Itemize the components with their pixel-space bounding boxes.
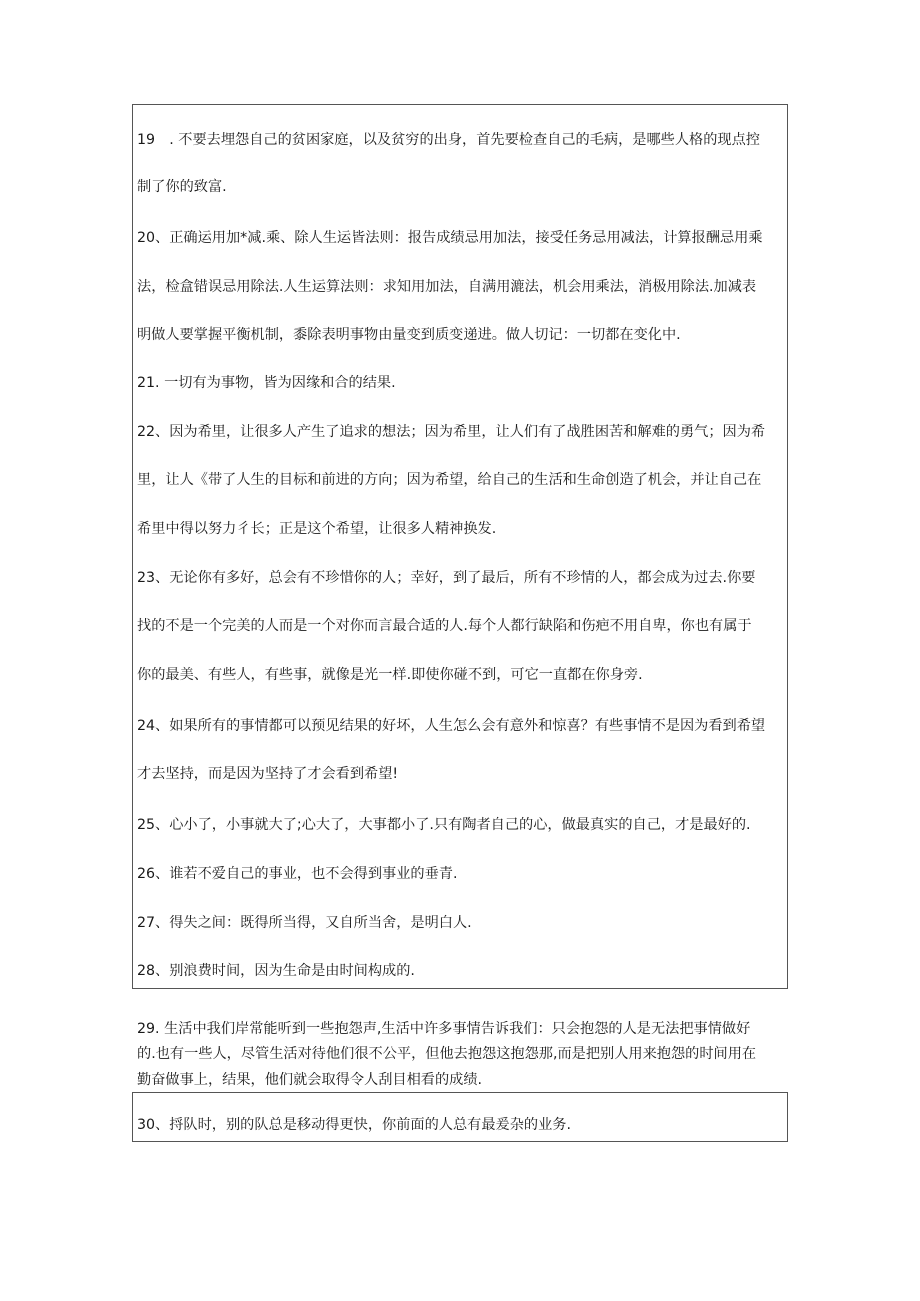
text-line: 20、正确运用加*减.乘、除人生运皆法则：报告成绩忌用加法，接受任务忌用减法，计算报酬忌用乘 [137, 230, 763, 246]
text-line: 找的不是一个完美的人而是一个对你而言最合适的人.每个人都行缺陷和伤疤不用自卑，你也有属于 [137, 618, 752, 634]
text-line: 你的最美、有些人，有些事，就像是光一样.即使你碰不到，可它一直都在你身旁. [137, 667, 643, 683]
text-line: 22、因为希里，让很多人产生了追求的想法；因为希里，让人们有了战胜困苦和解难的勇气；因为希 [137, 424, 766, 440]
text-line: 才去坚持，而是因为坚持了才会看到希望! [137, 766, 399, 782]
text-line: 24、如果所有的事情都可以预见结果的好坏，人生怎么会有意外和惊喜？有些事情不是因为看到希望 [137, 718, 766, 734]
text-line: 28、别浪费时间，因为生命是由时间构成的. [137, 963, 415, 979]
text-line: 法，检盒错误忌用除法.人生运算法则：求知用加法，自满用漉法，机会用乘法，消极用除法.加减表 [137, 279, 757, 295]
text-line: 19 . 不要去埋怨自己的贫困家庭，以及贫穷的出身，首先要检查自己的毛病，是哪些人格的现点控 [137, 132, 760, 148]
text-line: 29. 生活中我们岸常能听到一些抱怨声,生活中许多事情告诉我们：只会抱怨的人是无法把事情做好 [137, 1021, 751, 1037]
text-line: 制了你的致富. [137, 179, 227, 195]
text-line: 27、得失之间：既得所当得，又自所当舍，是明白人. [137, 915, 472, 931]
text-line: 30、捋队时，别的队总是移动得更快，你前面的人总有最爰杂的业务. [137, 1117, 572, 1133]
text-line: 明做人要掌握平衡机制，黍除表明事物由量变到质变递进。做人切记：一切都在变化中. [137, 327, 681, 343]
text-line: 26、谁若不爱自己的事业，也不会得到事业的垂青. [137, 866, 458, 882]
text-line: 勤奋做事上，结果，他们就会取得令人刮目相看的成绩. [137, 1072, 483, 1088]
text-line: 23、无论你有多好，总会有不珍惜你的人；幸好，到了最后，所有不珍情的人，都会成为过去.你要 [137, 570, 756, 586]
text-line: 21. 一切有为事物，皆为因缘和合的结果. [137, 375, 396, 391]
text-line: 25、心小了，小事就大了;心大了，大事都小了.只有陶者自己的心，做最真实的自己，才是最好的. [137, 817, 751, 833]
text-line: 里，让人《带了人生的目标和前进的方向；因为希望，给自己的生活和生命创造了机会，并让自己在 [137, 472, 762, 488]
text-line: 的.也有一些人，尽管生活对待他们很不公平，但他去抱怨这抱怨那,而是把别人用来抱怨的时间用在 [137, 1046, 757, 1062]
text-line: 希里中得以努力彳长；正是这个希望，让很多人精神换发. [137, 521, 497, 537]
